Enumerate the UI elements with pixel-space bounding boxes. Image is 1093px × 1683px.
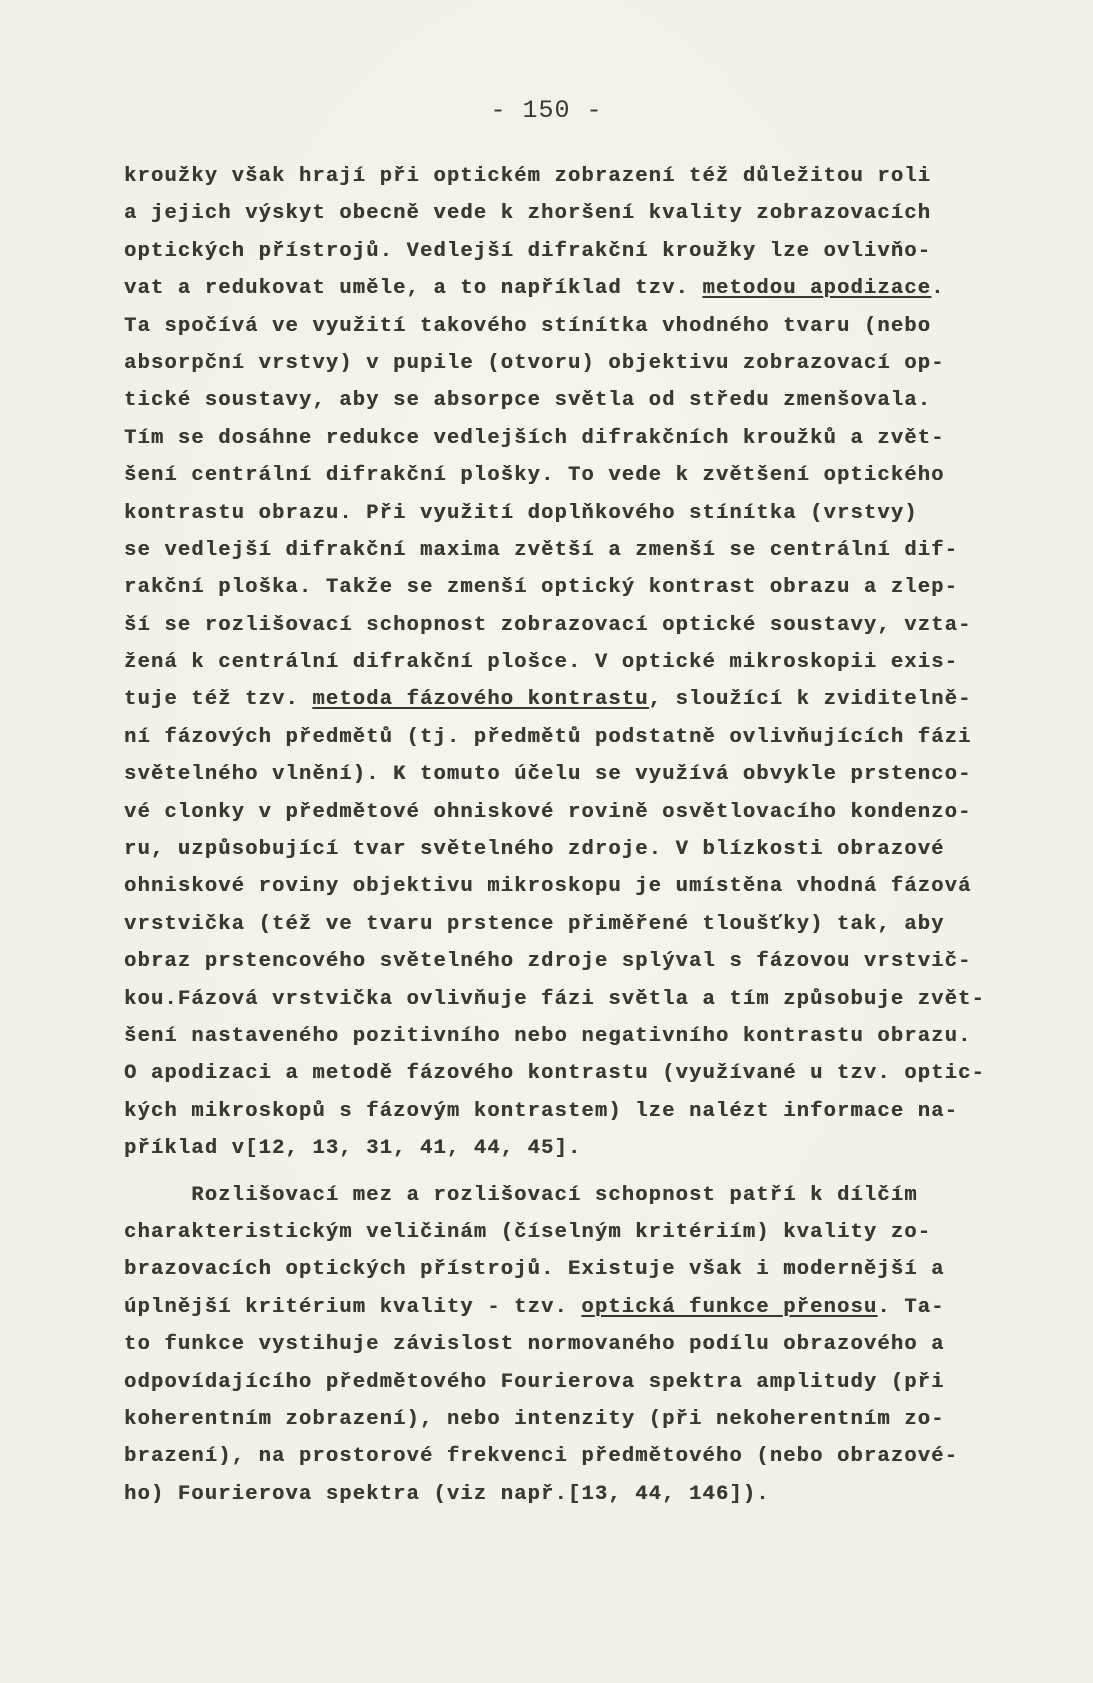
text-line (124, 233, 1044, 270)
text-line (124, 868, 1044, 905)
text-segment: vrstvička (též ve tvaru prstence přiměřené tloušťky) tak, aby (124, 912, 945, 936)
text-segment: světelného vlnění). K tomuto účelu se využívá obvykle prstenco- (124, 763, 972, 787)
text-line (124, 794, 1044, 831)
text-line (124, 1018, 1044, 1055)
text-segment: , sloužící k zviditelně- (648, 688, 972, 712)
text-segment: šení centrální difrakční plošky. To vede k zvětšení optického (124, 464, 945, 488)
text-line (124, 1177, 1044, 1214)
text-line (124, 1093, 1044, 1130)
text-segment: kroužky však hrají při optickém zobrazení též důležitou roli (124, 165, 932, 188)
text-segment: kých mikroskopů s fázovým kontrastem) lze nalézt informace na- (124, 1099, 959, 1123)
paragraph-resolution (124, 1177, 1044, 1514)
text-segment: kou.Fázová vrstvička ovlivňuje fázi světla a tím způsobuje zvět- (124, 987, 985, 1011)
paragraph-apodization (124, 158, 1044, 1168)
text-segment: brazovacích optických přístrojů. Existuje však i modernější a (124, 1258, 945, 1282)
text-line (124, 532, 1044, 569)
text-segment: a jejich výskyt obecně vede k zhoršení kvality zobrazovacích (124, 202, 932, 226)
text-segment: se vedlejší difrakční maxima zvětší a zmenší se centrální dif- (124, 538, 959, 562)
text-line (124, 607, 1044, 644)
text-line (124, 719, 1044, 756)
text-line (124, 831, 1044, 868)
text-segment: tické soustavy, aby se absorpce světla od středu zmenšovala. (124, 389, 932, 413)
text-segment: tuje též tzv. (124, 688, 313, 712)
text-line (124, 420, 1044, 457)
text-line (124, 644, 1044, 681)
text-line (124, 270, 1044, 307)
text-segment: ší se rozlišovací schopnost zobrazovací optické soustavy, vzta- (124, 613, 972, 637)
text-line (124, 681, 1044, 718)
text-segment: koherentním zobrazení), nebo intenzity (při nekoherentním zo- (124, 1407, 945, 1431)
page-number: - 150 - (490, 96, 603, 125)
text-line (124, 195, 1044, 232)
text-segment: obraz prstencového světelného zdroje splýval s fázovou vrstvič- (124, 950, 972, 974)
text-line (124, 943, 1044, 980)
underlined-term: metoda fázového kontrastu (312, 688, 649, 712)
text-line (124, 1476, 1044, 1513)
text-line (124, 345, 1044, 382)
text-segment: rakční ploška. Takže se zmenší optický kontrast obrazu a zlep- (124, 576, 959, 600)
text-segment: žená k centrální difrakční plošce. V optické mikroskopii exis- (124, 651, 959, 675)
text-line (124, 382, 1044, 419)
text-segment: Tím se dosáhne redukce vedlejších difrakčních kroužků a zvět- (124, 426, 945, 450)
text-segment: odpovídajícího předmětového Fourierova spektra amplitudy (při (124, 1370, 945, 1394)
text-line (124, 1438, 1044, 1475)
text-segment: . Ta- (877, 1295, 945, 1319)
text-line (124, 906, 1044, 943)
text-segment: šení nastaveného pozitivního nebo negativního kontrastu obrazu. (124, 1024, 972, 1048)
text-line (124, 1326, 1044, 1363)
text-segment: ru, uzpůsobující tvar světelného zdroje. V blízkosti obrazové (124, 838, 945, 862)
text-line (124, 1130, 1044, 1167)
text-line (124, 1055, 1044, 1092)
text-line (124, 495, 1044, 532)
text-segment: brazení), na prostorové frekvenci předmětového (nebo obrazové- (124, 1445, 959, 1469)
body-text (124, 158, 1044, 1513)
text-segment: ní fázových předmětů (tj. předmětů podstatně ovlivňujících fázi (124, 725, 972, 749)
underlined-term: optická funkce přenosu (581, 1295, 878, 1319)
text-segment: charakteristickým veličinám (číselným kritériím) kvality zo- (124, 1220, 932, 1244)
text-segment: absorpční vrstvy) v pupile (otvoru) objektivu zobrazovací op- (124, 351, 945, 375)
text-segment: O apodizaci a metodě fázového kontrastu (využívané u tzv. optic- (124, 1062, 985, 1086)
text-line (124, 1364, 1044, 1401)
text-line (124, 158, 1044, 195)
text-segment: kontrastu obrazu. Při využití doplňkového stínítka (vrstvy) (124, 501, 918, 525)
text-line (124, 1214, 1044, 1251)
text-line (124, 457, 1044, 494)
text-line (124, 1251, 1044, 1288)
text-segment: . (931, 277, 945, 301)
text-line (124, 756, 1044, 793)
text-segment: ohniskové roviny objektivu mikroskopu je umístěna vhodná fázová (124, 875, 972, 899)
text-line (124, 1401, 1044, 1438)
text-line (124, 981, 1044, 1018)
text-segment: to funkce vystihuje závislost normovaného podílu obrazového a (124, 1333, 945, 1357)
text-segment: vat a redukovat uměle, a to například tzv. (124, 277, 703, 301)
text-segment: optických přístrojů. Vedlejší difrakční kroužky lze ovlivňo- (124, 239, 932, 263)
text-line (124, 308, 1044, 345)
text-segment: Ta spočívá ve využití takového stínítka vhodného tvaru (nebo (124, 314, 932, 338)
text-segment: vé clonky v předmětové ohniskové rovině osvětlovacího kondenzo- (124, 800, 972, 824)
text-segment: úplnější kritérium kvality - tzv. (124, 1295, 582, 1319)
text-line (124, 569, 1044, 606)
text-segment: Rozlišovací mez a rozlišovací schopnost patří k dílčím (124, 1183, 918, 1207)
underlined-term: metodou apodizace (702, 277, 932, 301)
paragraph-gap (124, 1168, 1044, 1177)
text-segment: ho) Fourierova spektra (viz např.[13, 44, 146]). (124, 1482, 770, 1506)
text-line (124, 1289, 1044, 1326)
text-segment: příklad v[12, 13, 31, 41, 44, 45]. (124, 1137, 582, 1161)
